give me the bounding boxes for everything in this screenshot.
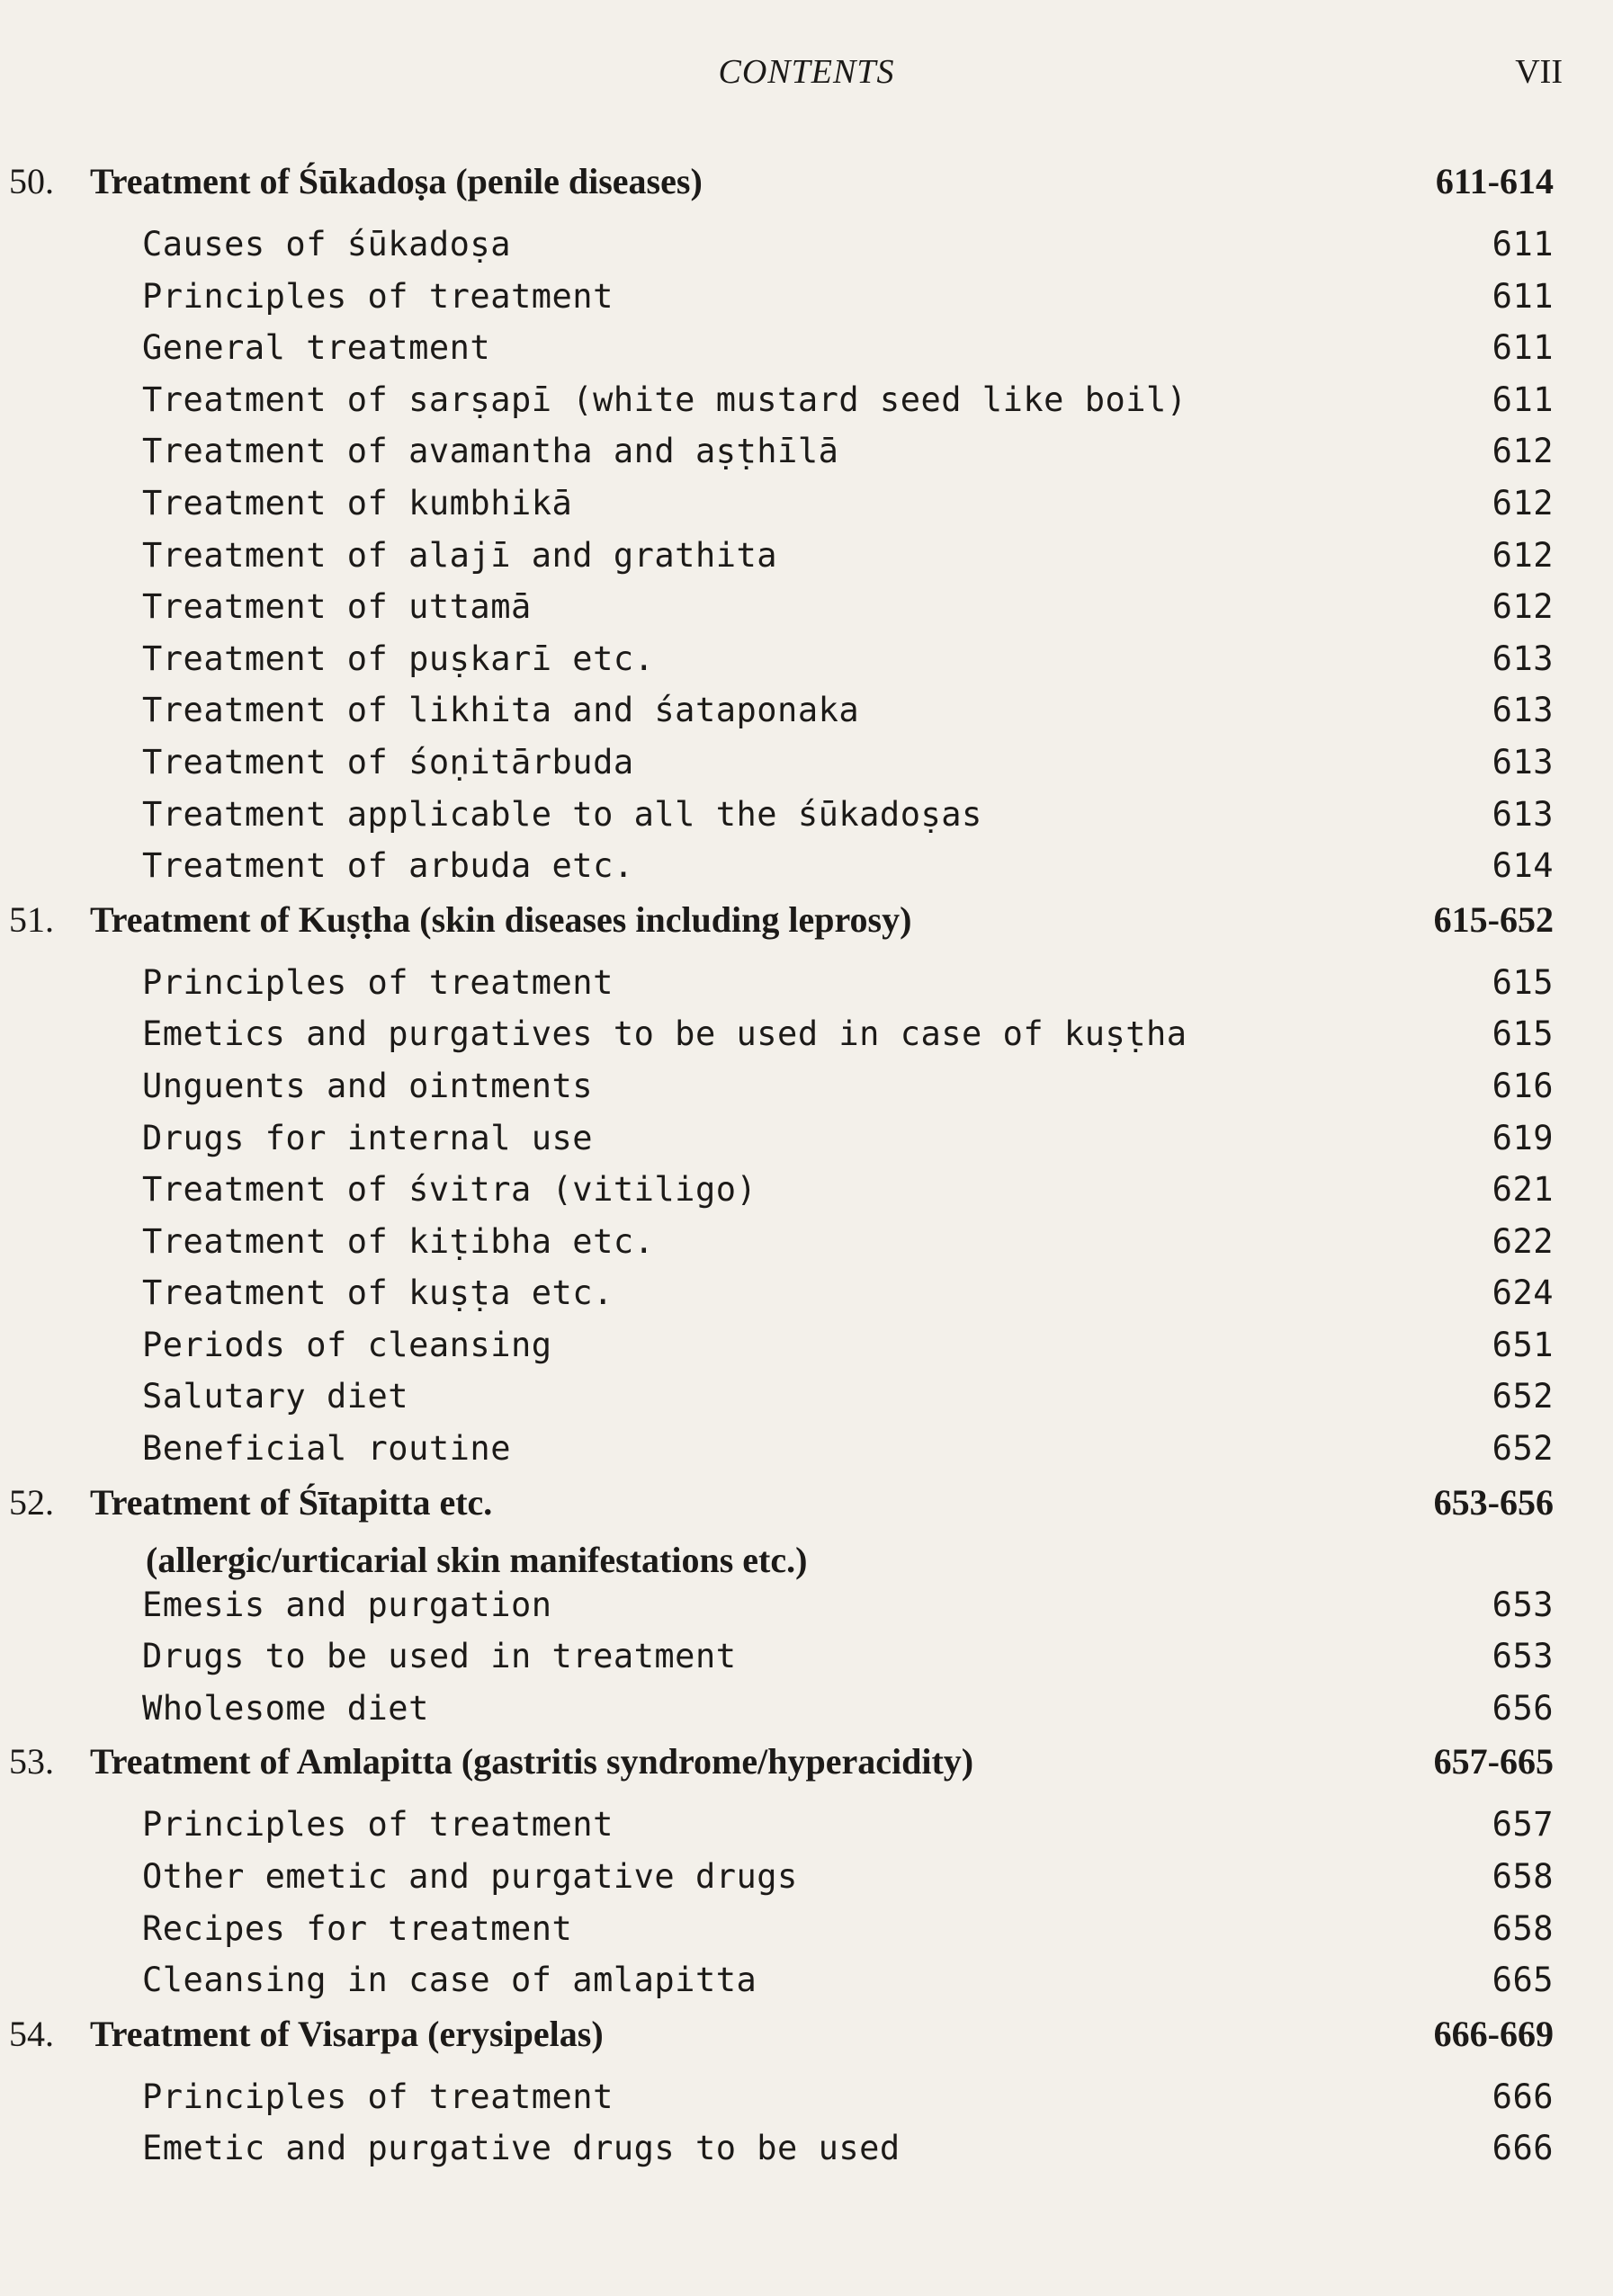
page-number: VII: [1515, 53, 1563, 91]
toc-entry: [142, 1689, 1554, 1741]
entry-label: Emetic and purgative drugs to be used: [142, 2129, 901, 2168]
running-header-title: CONTENTS: [718, 53, 895, 91]
entry-label: Treatment of uttamā: [142, 587, 532, 627]
entry-page-number: 611: [1492, 328, 1554, 368]
entry-label: Treatment of kiṭibha etc.: [142, 1221, 655, 1261]
entry-page-number: 614: [1492, 846, 1554, 886]
chapter-number: 52.: [9, 1481, 54, 1523]
toc-chapter: [9, 2013, 1554, 2181]
entry-page-number: 656: [1492, 1688, 1554, 1728]
toc-entry: [142, 1857, 1554, 1909]
toc-entry: [142, 1429, 1554, 1481]
table-of-contents: [0, 160, 1613, 2181]
entry-list: [142, 225, 1554, 898]
toc-chapter: [9, 1740, 1554, 2012]
toc-entry: [142, 2129, 1554, 2181]
entry-label: General treatment: [142, 328, 491, 368]
toc-entry: [142, 484, 1554, 536]
toc-entry: [142, 846, 1554, 898]
entry-page-number: 621: [1492, 1170, 1554, 1210]
entry-label: Principles of treatment: [142, 962, 614, 1002]
toc-entry: [142, 1067, 1554, 1119]
entry-label: Wholesome diet: [142, 1688, 429, 1728]
entry-page-number: 612: [1492, 587, 1554, 627]
entry-label: Emesis and purgation: [142, 1585, 552, 1624]
entry-label: Drugs to be used in treatment: [142, 1637, 737, 1676]
chapter-title: Treatment of Śītapitta etc.: [90, 1481, 493, 1523]
toc-entry: [142, 1170, 1554, 1222]
toc-entry: [142, 1222, 1554, 1274]
running-header: [0, 52, 1613, 97]
toc-entry: [142, 277, 1554, 329]
entry-list: [142, 2077, 1554, 2181]
toc-entry: [142, 691, 1554, 743]
toc-entry: [142, 1909, 1554, 1961]
toc-chapter: [9, 160, 1554, 898]
entry-label: Treatment of kuṣṭa etc.: [142, 1273, 614, 1313]
chapter-page-range: 615-652: [1433, 898, 1554, 940]
toc-entry: [142, 743, 1554, 795]
entry-page-number: 612: [1492, 432, 1554, 471]
entry-label: Treatment of avamantha and aṣṭhīlā: [142, 432, 839, 471]
entry-list: [142, 963, 1554, 1481]
toc-entry: [142, 639, 1554, 692]
entry-label: Treatment of kumbhikā: [142, 483, 573, 523]
entry-page-number: 613: [1492, 742, 1554, 782]
toc-entry: [142, 587, 1554, 639]
chapter-heading: [9, 2013, 1554, 2077]
toc-entry: [142, 380, 1554, 433]
entry-label: Principles of treatment: [142, 1805, 614, 1845]
entry-page-number: 612: [1492, 483, 1554, 523]
chapter-page-range: 666-669: [1433, 2013, 1554, 2054]
entry-label: Periods of cleansing: [142, 1325, 552, 1364]
chapter-title: Treatment of Visarpa (erysipelas): [90, 2013, 604, 2054]
entry-label: Recipes for treatment: [142, 1908, 573, 1948]
entry-page-number: 616: [1492, 1066, 1554, 1105]
chapter-page-range: 611-614: [1435, 161, 1554, 201]
toc-entry: [142, 225, 1554, 277]
entry-label: Treatment applicable to all the śūkadoṣas: [142, 794, 982, 834]
entry-page-number: 653: [1492, 1585, 1554, 1624]
chapter-heading: [9, 160, 1554, 225]
entry-label: Treatment of śoṇitārbuda: [142, 742, 634, 782]
chapter-page-range: 653-656: [1433, 1481, 1554, 1523]
entry-page-number: 624: [1492, 1273, 1554, 1313]
entry-page-number: 611: [1492, 380, 1554, 419]
toc-entry: [142, 2077, 1554, 2130]
entry-label: Treatment of alajī and grathita: [142, 535, 778, 575]
entry-page-number: 652: [1492, 1377, 1554, 1416]
toc-entry: [142, 536, 1554, 588]
entry-page-number: 612: [1492, 535, 1554, 575]
entry-page-number: 652: [1492, 1429, 1554, 1469]
entry-page-number: 657: [1492, 1805, 1554, 1845]
entry-page-number: 615: [1492, 1014, 1554, 1054]
entry-page-number: 665: [1492, 1961, 1554, 2000]
entry-label: Beneficial routine: [142, 1429, 511, 1469]
chapter-number: 50.: [9, 161, 54, 201]
chapter-subtitle: (allergic/urticarial skin manifestations etc.): [146, 1539, 808, 1580]
toc-entry: [142, 1326, 1554, 1378]
entry-label: Treatment of sarṣapī (white mustard seed like boil): [142, 380, 1187, 419]
entry-label: Causes of śūkadoṣa: [142, 225, 511, 264]
entry-page-number: 658: [1492, 1908, 1554, 1948]
entry-label: Treatment of likhita and śataponaka: [142, 691, 860, 730]
toc-entry: [142, 1805, 1554, 1857]
toc-chapter: [9, 1481, 1554, 1741]
chapter-heading: [9, 1740, 1554, 1805]
toc-entry: [142, 1586, 1554, 1638]
entry-page-number: 658: [1492, 1857, 1554, 1897]
entry-page-number: 666: [1492, 2077, 1554, 2116]
entry-page-number: 613: [1492, 794, 1554, 834]
toc-entry: [142, 1014, 1554, 1067]
toc-entry: [142, 1637, 1554, 1689]
entry-page-number: 651: [1492, 1325, 1554, 1364]
entry-label: Unguents and ointments: [142, 1066, 594, 1105]
chapter-number: 51.: [9, 898, 54, 940]
chapter-page-range: 657-665: [1433, 1741, 1554, 1782]
entry-page-number: 666: [1492, 2129, 1554, 2168]
entry-label: Drugs for internal use: [142, 1118, 594, 1157]
entry-label: Principles of treatment: [142, 2077, 614, 2116]
entry-label: Salutary diet: [142, 1377, 409, 1416]
entry-page-number: 653: [1492, 1637, 1554, 1676]
chapter-number: 54.: [9, 2013, 54, 2054]
entry-page-number: 611: [1492, 276, 1554, 316]
entry-page-number: 619: [1492, 1118, 1554, 1157]
entry-list: [142, 1586, 1554, 1741]
entry-page-number: 615: [1492, 962, 1554, 1002]
toc-entry: [142, 1119, 1554, 1171]
entry-label: Treatment of puṣkarī etc.: [142, 639, 655, 678]
entry-page-number: 613: [1492, 691, 1554, 730]
toc-entry: [142, 328, 1554, 380]
toc-entry: [142, 1377, 1554, 1429]
entry-list: [142, 1805, 1554, 2012]
toc-entry: [142, 1273, 1554, 1326]
entry-page-number: 611: [1492, 225, 1554, 264]
entry-label: Emetics and purgatives to be used in case of kuṣṭha: [142, 1014, 1187, 1054]
chapter-number: 53.: [9, 1741, 54, 1782]
entry-label: Cleansing in case of amlapitta: [142, 1961, 757, 2000]
chapter-heading: [9, 898, 1554, 963]
entry-label: Treatment of arbuda etc.: [142, 846, 634, 886]
entry-page-number: 613: [1492, 639, 1554, 678]
entry-label: Treatment of śvitra (vitiligo): [142, 1170, 757, 1210]
toc-entry: [142, 1961, 1554, 2013]
chapter-title: Treatment of Kuṣṭha (skin diseases including leprosy): [90, 898, 912, 940]
toc-chapter: [9, 898, 1554, 1481]
entry-label: Other emetic and purgative drugs: [142, 1857, 798, 1897]
toc-entry: [142, 963, 1554, 1015]
chapter-title: Treatment of Amlapitta (gastritis syndrome/hyperacidity): [90, 1741, 974, 1782]
toc-entry: [142, 432, 1554, 484]
toc-entry: [142, 795, 1554, 847]
chapter-title: Treatment of Śūkadoṣa (penile diseases): [90, 161, 703, 201]
entry-label: Principles of treatment: [142, 276, 614, 316]
entry-page-number: 622: [1492, 1221, 1554, 1261]
